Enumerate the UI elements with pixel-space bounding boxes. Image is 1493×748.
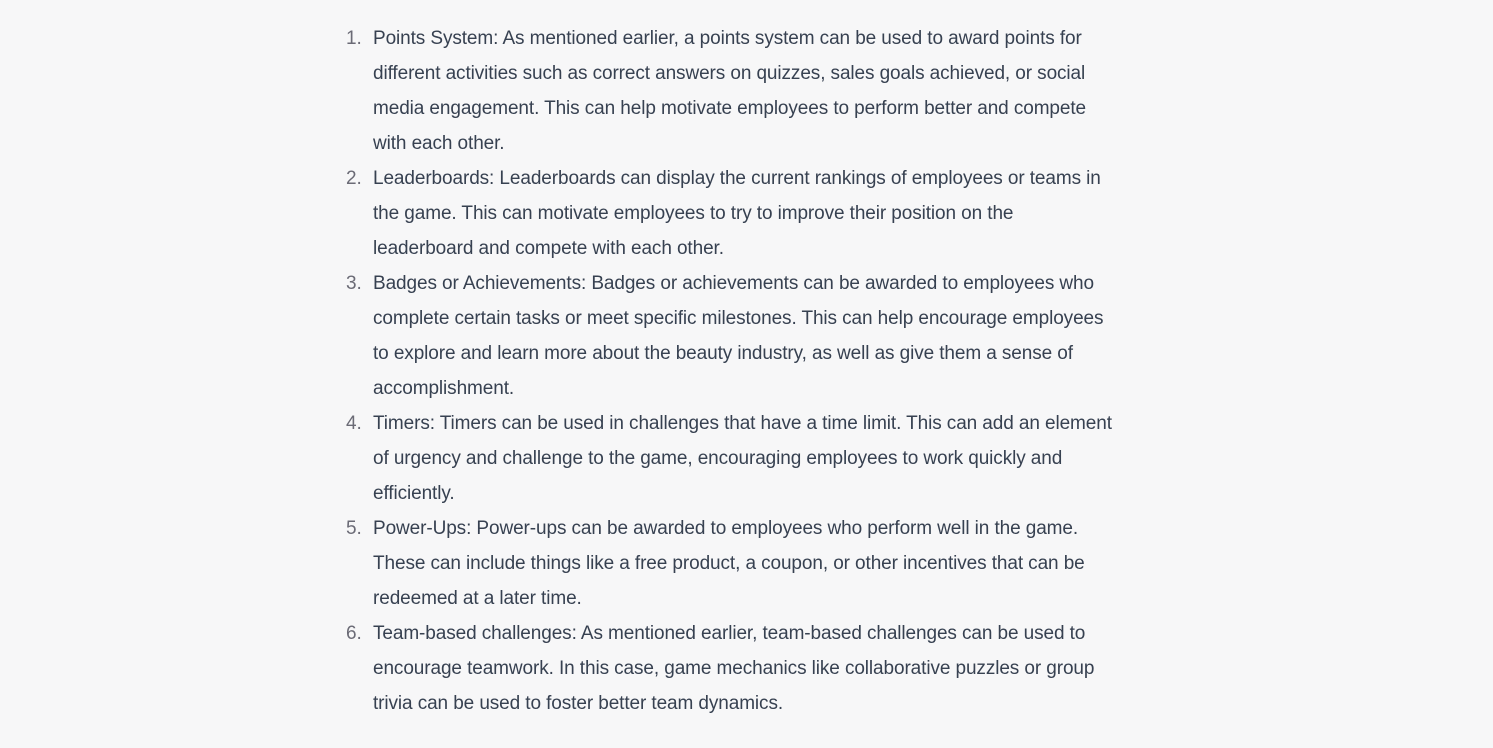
list-item (341, 406, 1161, 511)
list-item-number: 6. (346, 623, 362, 644)
list-item-number: 5. (346, 518, 362, 539)
list-item-text-line: the game. This can motivate employees to try to improve their position on the (373, 203, 1014, 224)
list-item-text-line: media engagement. This can help motivate employees to perform better and compete (373, 98, 1086, 119)
list-item-text-line: These can include things like a free product, a coupon, or other incentives that can be (373, 553, 1085, 574)
list-item-text-line: to explore and learn more about the beauty industry, as well as give them a sense of (373, 343, 1073, 364)
list-item-number: 1. (346, 28, 362, 49)
list-item-text-line: complete certain tasks or meet specific milestones. This can help encourage employees (373, 308, 1104, 329)
list-item-text-line: Timers: Timers can be used in challenges that have a time limit. This can add an element (373, 413, 1112, 434)
list-item (341, 161, 1161, 266)
list-item-text-line: accomplishment. (373, 378, 515, 399)
list-item (341, 616, 1161, 721)
list-item-text-line: of urgency and challenge to the game, encouraging employees to work quickly and (373, 448, 1063, 469)
list-item-text-line: encourage teamwork. In this case, game mechanics like collaborative puzzles or group (373, 658, 1095, 679)
list-item-text-line: with each other. (373, 133, 505, 154)
list-item-text-line: Badges or Achievements: Badges or achievements can be awarded to employees who (373, 273, 1094, 294)
list-item-text-line: different activities such as correct answers on quizzes, sales goals achieved, or social (373, 63, 1086, 84)
list-item-text-line: Leaderboards: Leaderboards can display the current rankings of employees or teams in (373, 168, 1101, 189)
list-item-text-line: trivia can be used to foster better team dynamics. (373, 693, 784, 714)
list-item (341, 266, 1161, 406)
list-item-number: 4. (346, 413, 362, 434)
list-item-number: 2. (346, 168, 362, 189)
list-item-text-line: leaderboard and compete with each other. (373, 238, 724, 259)
list-item-text-line: Team-based challenges: As mentioned earlier, team-based challenges can be used to (373, 623, 1086, 644)
list-item (341, 21, 1161, 161)
ordered-list (341, 21, 1161, 721)
list-item-text-line: redeemed at a later time. (373, 588, 582, 609)
list-item (341, 511, 1161, 616)
list-item-text-line: efficiently. (373, 483, 455, 504)
list-item-text-line: Points System: As mentioned earlier, a points system can be used to award points for (373, 28, 1082, 49)
list-item-text-line: Power-Ups: Power-ups can be awarded to employees who perform well in the game. (373, 518, 1079, 539)
list-item-number: 3. (346, 273, 362, 294)
